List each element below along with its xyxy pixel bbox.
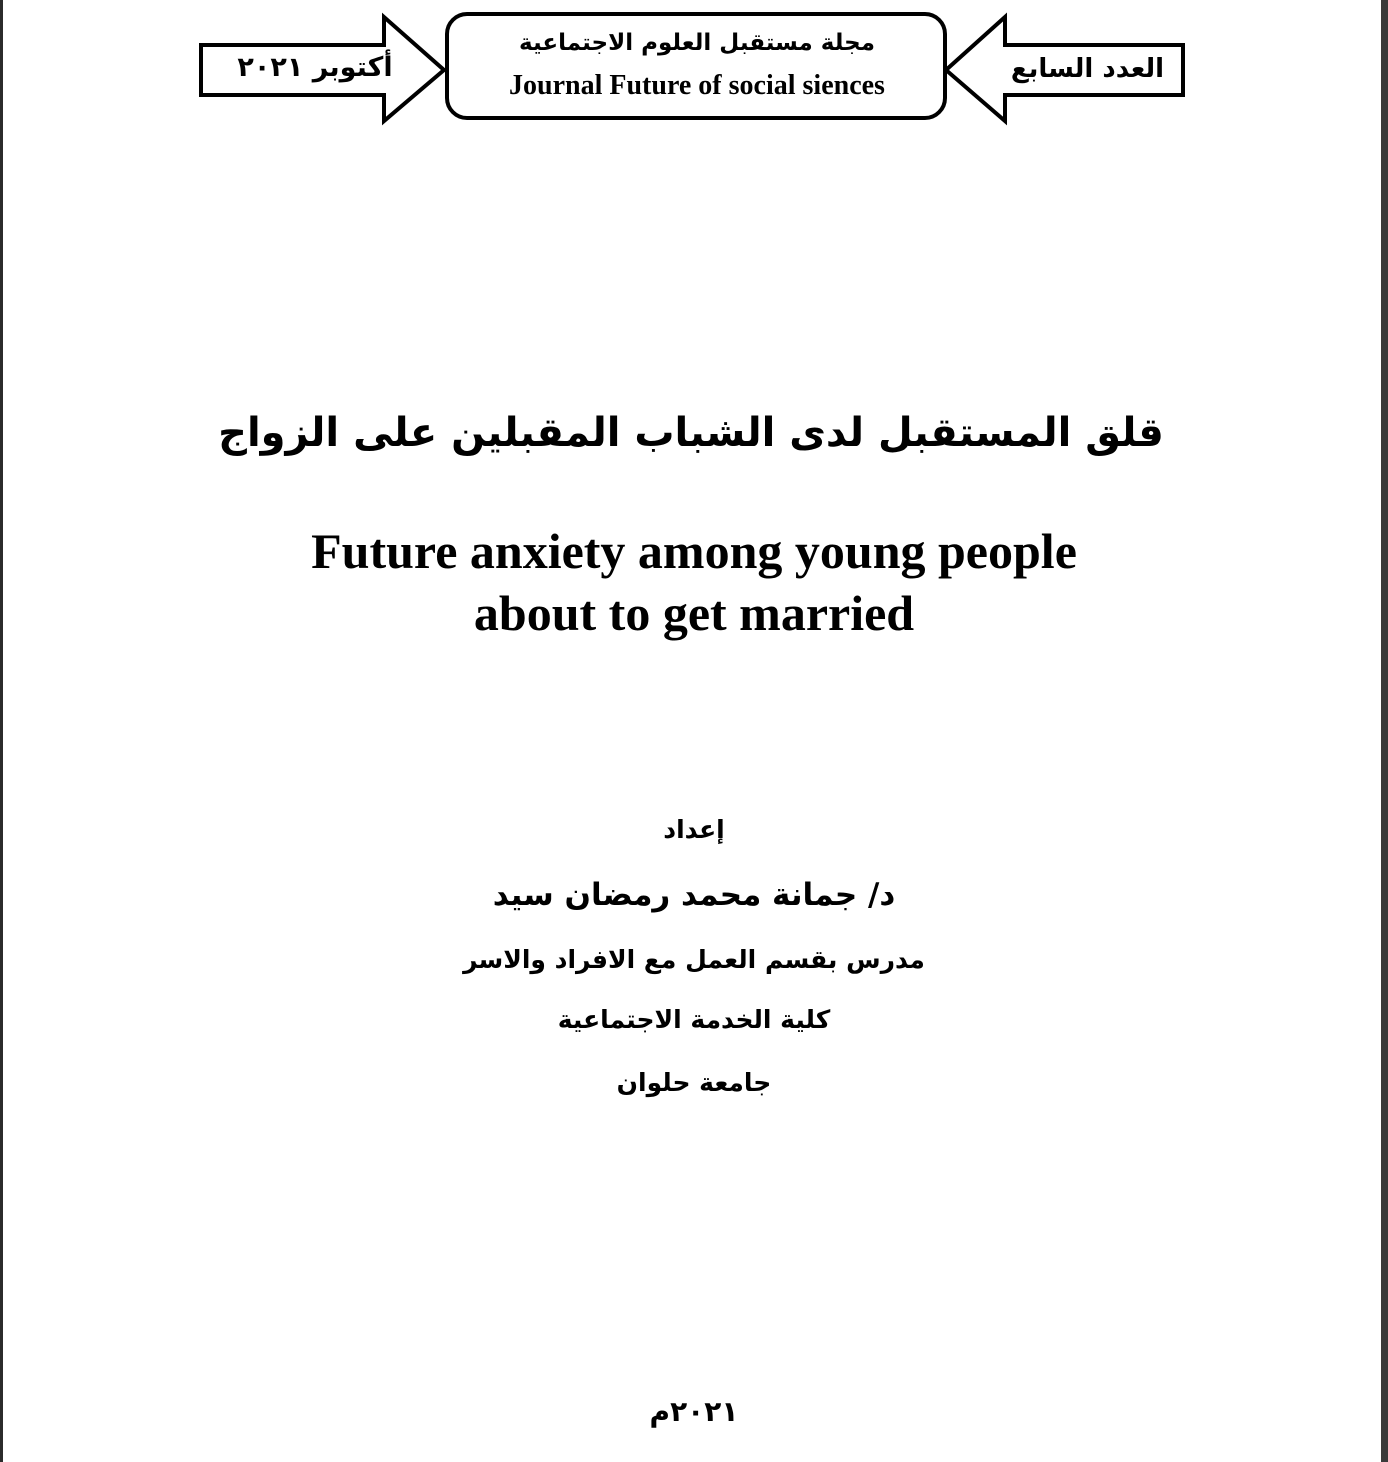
title-english	[0, 520, 1388, 644]
publication-year: ٢٠٢١م	[649, 1395, 739, 1428]
prepared-by-label: إعداد	[663, 815, 725, 844]
page-border-right	[1381, 0, 1388, 1462]
journal-name-arabic: مجلة مستقبل العلوم الاجتماعية	[519, 30, 875, 56]
issue-date: أكتوبر ٢٠٢١	[237, 52, 393, 83]
issue-number: العدد السابع	[1010, 54, 1165, 84]
author-university: جامعة حلوان	[616, 1068, 772, 1097]
author-position: مدرس بقسم العمل مع الافراد والاسر	[463, 945, 925, 974]
journal-name-english: Journal Future of social siences	[509, 70, 885, 101]
author-name: د/ جمانة محمد رمضان سيد	[492, 877, 896, 913]
title-english-line-2: about to get married	[473, 585, 915, 641]
title-english-line-1: Future anxiety among young people	[311, 523, 1077, 579]
title-arabic: قلق المستقبل لدى الشباب المقبلين على الزواج	[218, 410, 1164, 456]
author-faculty: كلية الخدمة الاجتماعية	[557, 1005, 831, 1034]
page-border-left	[0, 0, 3, 1462]
